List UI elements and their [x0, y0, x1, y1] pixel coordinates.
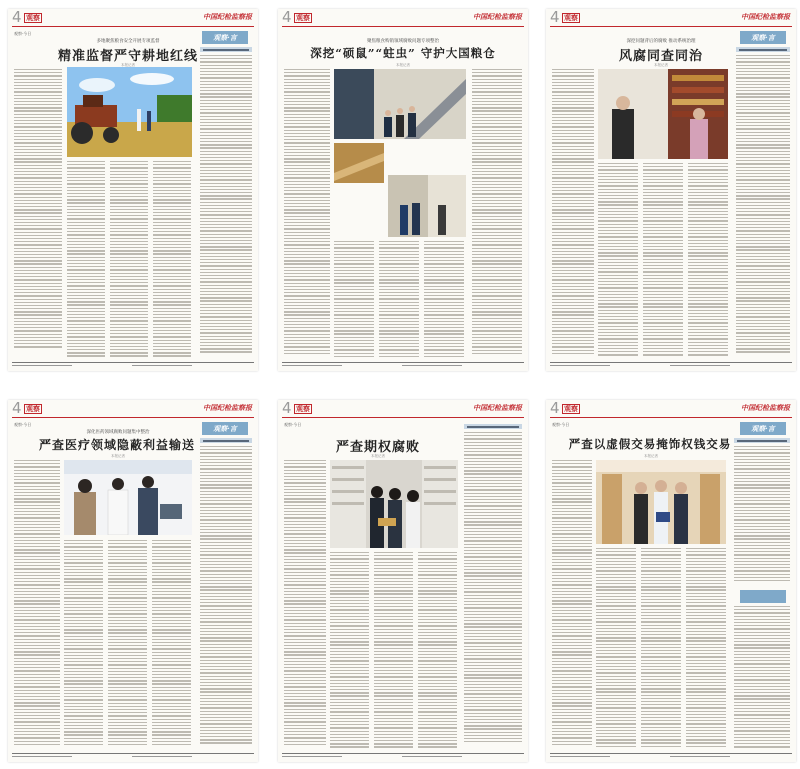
section-label: 观察: [564, 14, 578, 22]
section-label: 观察: [564, 405, 578, 413]
article-byline: 本报记者: [396, 63, 410, 67]
article-kicker: 聚焦粮食购销领域腐败问题专项整治: [367, 39, 439, 44]
article-headline: 精准监督严守耕地红线: [57, 49, 198, 64]
header-rule: [12, 417, 254, 418]
right-text-column: [472, 69, 522, 361]
article-byline: 本报记者: [371, 454, 385, 458]
page-header: [546, 9, 796, 29]
article-headline: 深挖“硕鼠”“蛀虫” 守护大国粮仓: [310, 46, 496, 60]
column-badge: 观察·言: [202, 31, 248, 44]
masthead-logo: 中国纪检监察报: [741, 12, 790, 21]
page-number: 4: [12, 400, 22, 417]
page-number: 4: [550, 400, 560, 417]
tractor-field-photo: [67, 67, 192, 157]
header-rule: [12, 26, 254, 27]
section-tag: 观察·今日: [14, 422, 32, 427]
article-headline: 严查医疗领域隐蔽利益输送: [38, 438, 195, 452]
left-text-column: [284, 460, 326, 752]
left-text-column: [284, 69, 330, 361]
left-text-column: [14, 69, 62, 361]
body-text-columns: [64, 540, 192, 752]
right-text-column-lower: [734, 606, 790, 752]
newspaper-page-4[interactable]: [8, 400, 258, 762]
masthead-logo: 中国纪检监察报: [473, 403, 522, 412]
header-rule: [282, 26, 524, 27]
page-footer: [282, 362, 524, 368]
sub-headline-bar: [464, 424, 522, 429]
body-text-columns: [330, 552, 458, 752]
section-label: 观察: [296, 14, 310, 22]
article-kicker: 多地聚焦粮食安全开展专项监督: [96, 39, 160, 44]
section-label: 观察: [26, 405, 40, 413]
article-kicker: 深化医药领域腐败问题集中整治: [86, 430, 150, 435]
masthead-logo: 中国纪检监察报: [203, 12, 252, 21]
shop-inspection-photo: [598, 69, 728, 159]
page-footer: [12, 362, 254, 368]
sub-headline-bar: [736, 47, 790, 52]
section-label: 观察: [26, 14, 40, 22]
page-number: 4: [550, 9, 560, 26]
sub-headline-bar: [200, 438, 252, 443]
sub-headline-bar: [734, 438, 790, 443]
column-badge-secondary: [740, 590, 786, 603]
newspaper-page-6[interactable]: [546, 400, 796, 762]
newspaper-page-5[interactable]: [278, 400, 528, 762]
left-text-column: [14, 460, 60, 752]
page-number: 4: [282, 400, 292, 417]
newspaper-page-1[interactable]: [8, 9, 258, 371]
page-header: [8, 400, 258, 420]
page-header: [546, 400, 796, 420]
column-badge: 观察·言: [202, 422, 248, 435]
page-footer: [550, 362, 792, 368]
page-header: [278, 400, 528, 420]
page-number: 4: [12, 9, 22, 26]
section-tag: 观察·今日: [552, 422, 570, 427]
article-headline: 严查期权腐败: [335, 440, 420, 455]
office-interview-photo: [596, 460, 726, 544]
right-text-column: [464, 432, 522, 752]
sub-headline-bar: [200, 47, 252, 52]
header-rule: [282, 417, 524, 418]
page-footer: [12, 753, 254, 759]
section-label: 观察: [296, 405, 310, 413]
archive-room-photo: [330, 460, 458, 548]
newspaper-page-3[interactable]: [546, 9, 796, 371]
right-text-column: [200, 55, 252, 361]
article-byline: 本报记者: [121, 63, 135, 67]
right-text-column: [736, 55, 790, 361]
column-badge: 观察·言: [740, 422, 786, 435]
page-footer: [550, 753, 792, 759]
masthead-logo: 中国纪检监察报: [203, 403, 252, 412]
article-headline: 风腐同查同治: [618, 49, 703, 64]
page-number: 4: [282, 9, 292, 26]
body-text-columns: [596, 548, 726, 752]
masthead-logo: 中国纪检监察报: [741, 403, 790, 412]
left-text-column: [552, 460, 592, 752]
header-rule: [550, 26, 792, 27]
page-footer: [282, 753, 524, 759]
header-rule: [550, 417, 792, 418]
right-text-column: [734, 446, 790, 586]
section-tag: 观察·今日: [14, 31, 32, 36]
granary-staircase-photo: [334, 69, 466, 139]
grain-conveyor-photo: [334, 143, 384, 183]
article-byline: 本报记者: [644, 454, 658, 458]
masthead-logo: 中国纪检监察报: [473, 12, 522, 21]
article-byline: 本报记者: [111, 454, 125, 458]
article-byline: 本报记者: [654, 63, 668, 67]
medical-staff-photo: [64, 460, 192, 535]
article-headline: 严查以虚假交易掩饰权钱交易: [568, 437, 732, 451]
column-badge: 观察·言: [740, 31, 786, 44]
section-tag: 观察·今日: [284, 422, 302, 427]
page-header: [278, 9, 528, 29]
warehouse-inspection-photo: [388, 175, 466, 237]
body-text-columns: [67, 161, 192, 361]
page-header: [8, 9, 258, 29]
newspaper-page-2[interactable]: [278, 9, 528, 371]
left-text-column: [552, 69, 594, 361]
article-kicker: 深挖问题背后的腐败 推动系统治理: [626, 39, 696, 44]
body-text-columns: [598, 163, 728, 361]
body-text-columns: [334, 241, 466, 361]
right-text-column: [200, 446, 252, 752]
